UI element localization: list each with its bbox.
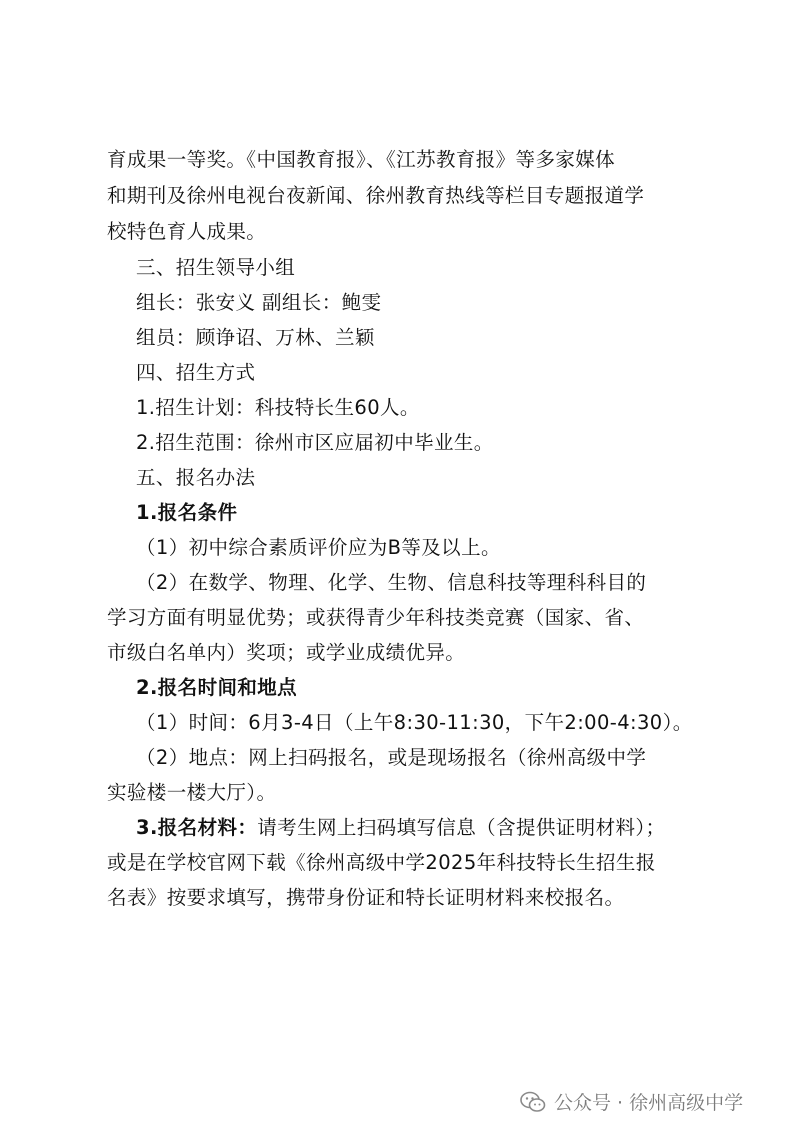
paragraph-line: 市级白名单内）奖项；或学业成绩优异。 [107,641,466,664]
paragraph-line: （1）初中综合素质评价应为B等及以上。 [136,536,501,559]
subsection-heading: 3.报名材料： [136,816,258,839]
paragraph-line: 学习方面有明显优势；或获得青少年科技类竞赛（国家、省、 [107,606,645,629]
wechat-icon [520,1091,546,1113]
paragraph-line: 实验楼一楼大厅）。 [107,781,277,804]
watermark [520,1088,743,1115]
subsection-heading: 2.报名时间和地点 [136,676,298,699]
section-heading: 五、报名办法 [136,466,256,489]
paragraph-line: 2.招生范围：徐州市区应届初中毕业生。 [136,431,494,454]
paragraph-line: （2）地点：网上扫码报名，或是现场报名（徐州高级中学 [136,746,647,769]
paragraph-line [136,815,665,841]
paragraph-line: （1）时间：6月3-4日（上午8:30-11:30，下午2:00-4:30）。 [136,711,693,734]
section-heading: 四、招生方式 [136,361,256,384]
section-heading: 三、招生领导小组 [136,256,296,279]
watermark-text: 公众号 · 徐州高级中学 [554,1092,744,1114]
subsection-heading: 1.报名条件 [136,501,238,524]
paragraph-line: 名表》按要求填写，携带身份证和特长证明材料来校报名。 [107,886,625,909]
paragraph-line: 育成果一等奖。《中国教育报》、《江苏教育报》等多家媒体 [107,148,616,171]
paragraph-line: 组长：张安义 副组长：鲍雯 [136,291,382,314]
paragraph-line: 组员：顾诤诏、万林、兰颖 [136,326,375,349]
paragraph-line: 1.招生计划：科技特长生60人。 [136,396,420,419]
paragraph-text: 请考生网上扫码填写信息（含提供证明材料）； [257,816,666,839]
paragraph-line: 或是在学校官网下载《徐州高级中学2025年科技特长生招生报 [107,851,656,874]
paragraph-line: 校特色育人成果。 [107,220,267,243]
paragraph-line: （2）在数学、物理、化学、生物、信息科技等理科科目的 [136,571,647,594]
paragraph-line: 和期刊及徐州电视台夜新闻、徐州教育热线等栏目专题报道学 [107,184,645,207]
